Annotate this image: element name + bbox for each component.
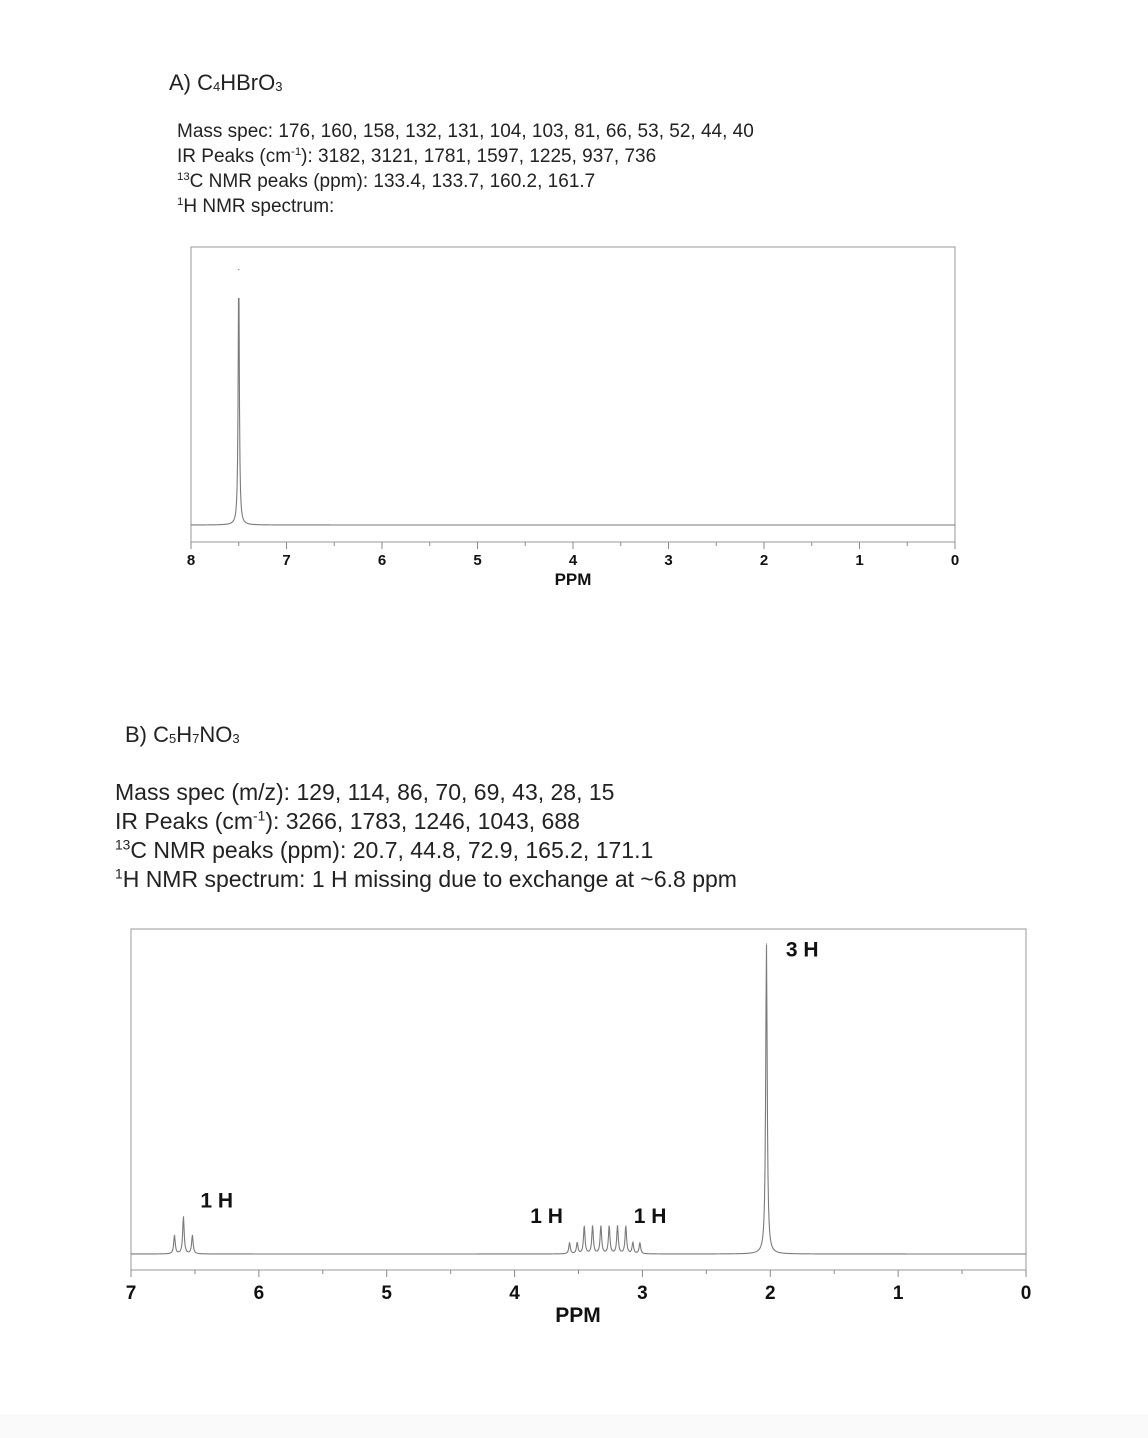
x-tick-label: 1 [892,1283,904,1304]
problem_b.lines.3-segment: 1 [115,866,123,882]
problem_b.formula-segment: 3 [232,731,240,746]
integration-label: 3 H [785,938,819,962]
problem-a-label: A) [169,70,191,95]
x-tick-label: 3 [637,1283,648,1304]
problem_a.formula-segment: 3 [275,79,283,94]
spectrum-peak [600,1226,601,1227]
x-tick-label: 6 [377,552,387,569]
integration-label: 1 H [530,1205,563,1228]
problem_b.formula-segment: 7 [192,731,200,746]
problem_a.formula-segment: C [197,70,214,95]
problem_b.formula-segment: 5 [169,731,177,746]
spectrum-trace [131,945,1026,1254]
problem-b-label: B) [125,722,147,747]
x-tick-label: 5 [381,1283,393,1304]
problem_a.lines.1-segment: IR Peaks (cm [177,146,292,167]
x-tick-label: 8 [186,552,196,569]
spectrum-peak [632,1242,633,1243]
problem_a.lines.2-segment: C NMR peaks (ppm): 133.4, 133.7, 160.2, 161.7 [189,171,596,192]
spectrum-peak [584,1226,585,1227]
problem_a.lines.1-segment: -1 [291,146,302,159]
spectrum-peak [609,1226,610,1227]
x-tick-label: 6 [253,1283,265,1304]
spectrum-peak [192,1235,193,1236]
problem_b.lines.0-segment: Mass spec (m/z): 129, 114, 86, 70, 69, 43, 28, 15 [115,779,615,805]
x-tick-label: 7 [282,552,291,569]
spectrum-peak [577,1242,578,1243]
problem_a.lines.2-segment: 13 [177,171,190,184]
spectrum-peak [766,943,767,944]
page-footer-band [0,1414,1148,1438]
spectrum-peak [639,1242,640,1243]
spectrum-peak [174,1235,175,1236]
x-tick-label: 0 [950,552,960,569]
x-tick-label: 2 [759,552,769,569]
x-tick-label: 4 [509,1283,520,1304]
x-tick-label: 7 [125,1283,137,1304]
problem_a.lines.0-segment: Mass spec: 176, 160, 158, 132, 131, 104, 103, 81, 66, 53, 52, 44, 40 [177,121,754,142]
x-tick-label: 3 [664,552,673,569]
problem_b.formula-segment: H [176,722,193,747]
x-tick-label: 2 [764,1283,776,1304]
x-tick-label: 4 [568,552,578,569]
spectrum-peak [569,1242,570,1243]
x-axis-title: PPM [555,1304,601,1327]
problem_a.lines.3-segment: 1 [177,196,184,209]
problem_b.lines.1-segment: ): 3266, 1783, 1246, 1043, 688 [265,808,580,834]
problem_a.formula-segment: HBrO [220,70,276,95]
problem_b.lines.2-segment: 13 [115,837,131,853]
x-tick-label: 0 [1020,1283,1032,1304]
x-tick-label: 1 [855,552,864,569]
problem_a.lines.3-segment: H NMR spectrum: [183,196,335,217]
spectrum-peak [183,1216,184,1217]
problem_b.lines.2-segment: C NMR peaks (ppm): 20.7, 44.8, 72.9, 165.2, 171.1 [130,837,654,863]
integration-label: 1 H [633,1205,667,1228]
spectrum-peak [592,1226,593,1227]
x-axis-title: PPM [554,570,592,589]
problem_b.lines.3-segment: H NMR spectrum: 1 H missing due to exchange at ~6.8 ppm [122,866,737,892]
plot-frame [131,929,1026,1270]
problem_b.formula-segment: NO [199,722,233,747]
problem_b.formula-segment: C [153,722,170,747]
x-tick-label: 5 [473,552,482,569]
spectrum-peak [625,1226,626,1227]
spectrum-peak [617,1226,618,1227]
problem_b.lines.1-segment: -1 [253,808,266,824]
problem_a.lines.1-segment: ): 3182, 3121, 1781, 1597, 1225, 937, 736 [301,146,657,167]
problem_b.lines.1-segment: IR Peaks (cm [115,808,254,834]
integration-label: 1 H [200,1189,234,1213]
problem_a.formula-segment: 4 [213,79,221,94]
